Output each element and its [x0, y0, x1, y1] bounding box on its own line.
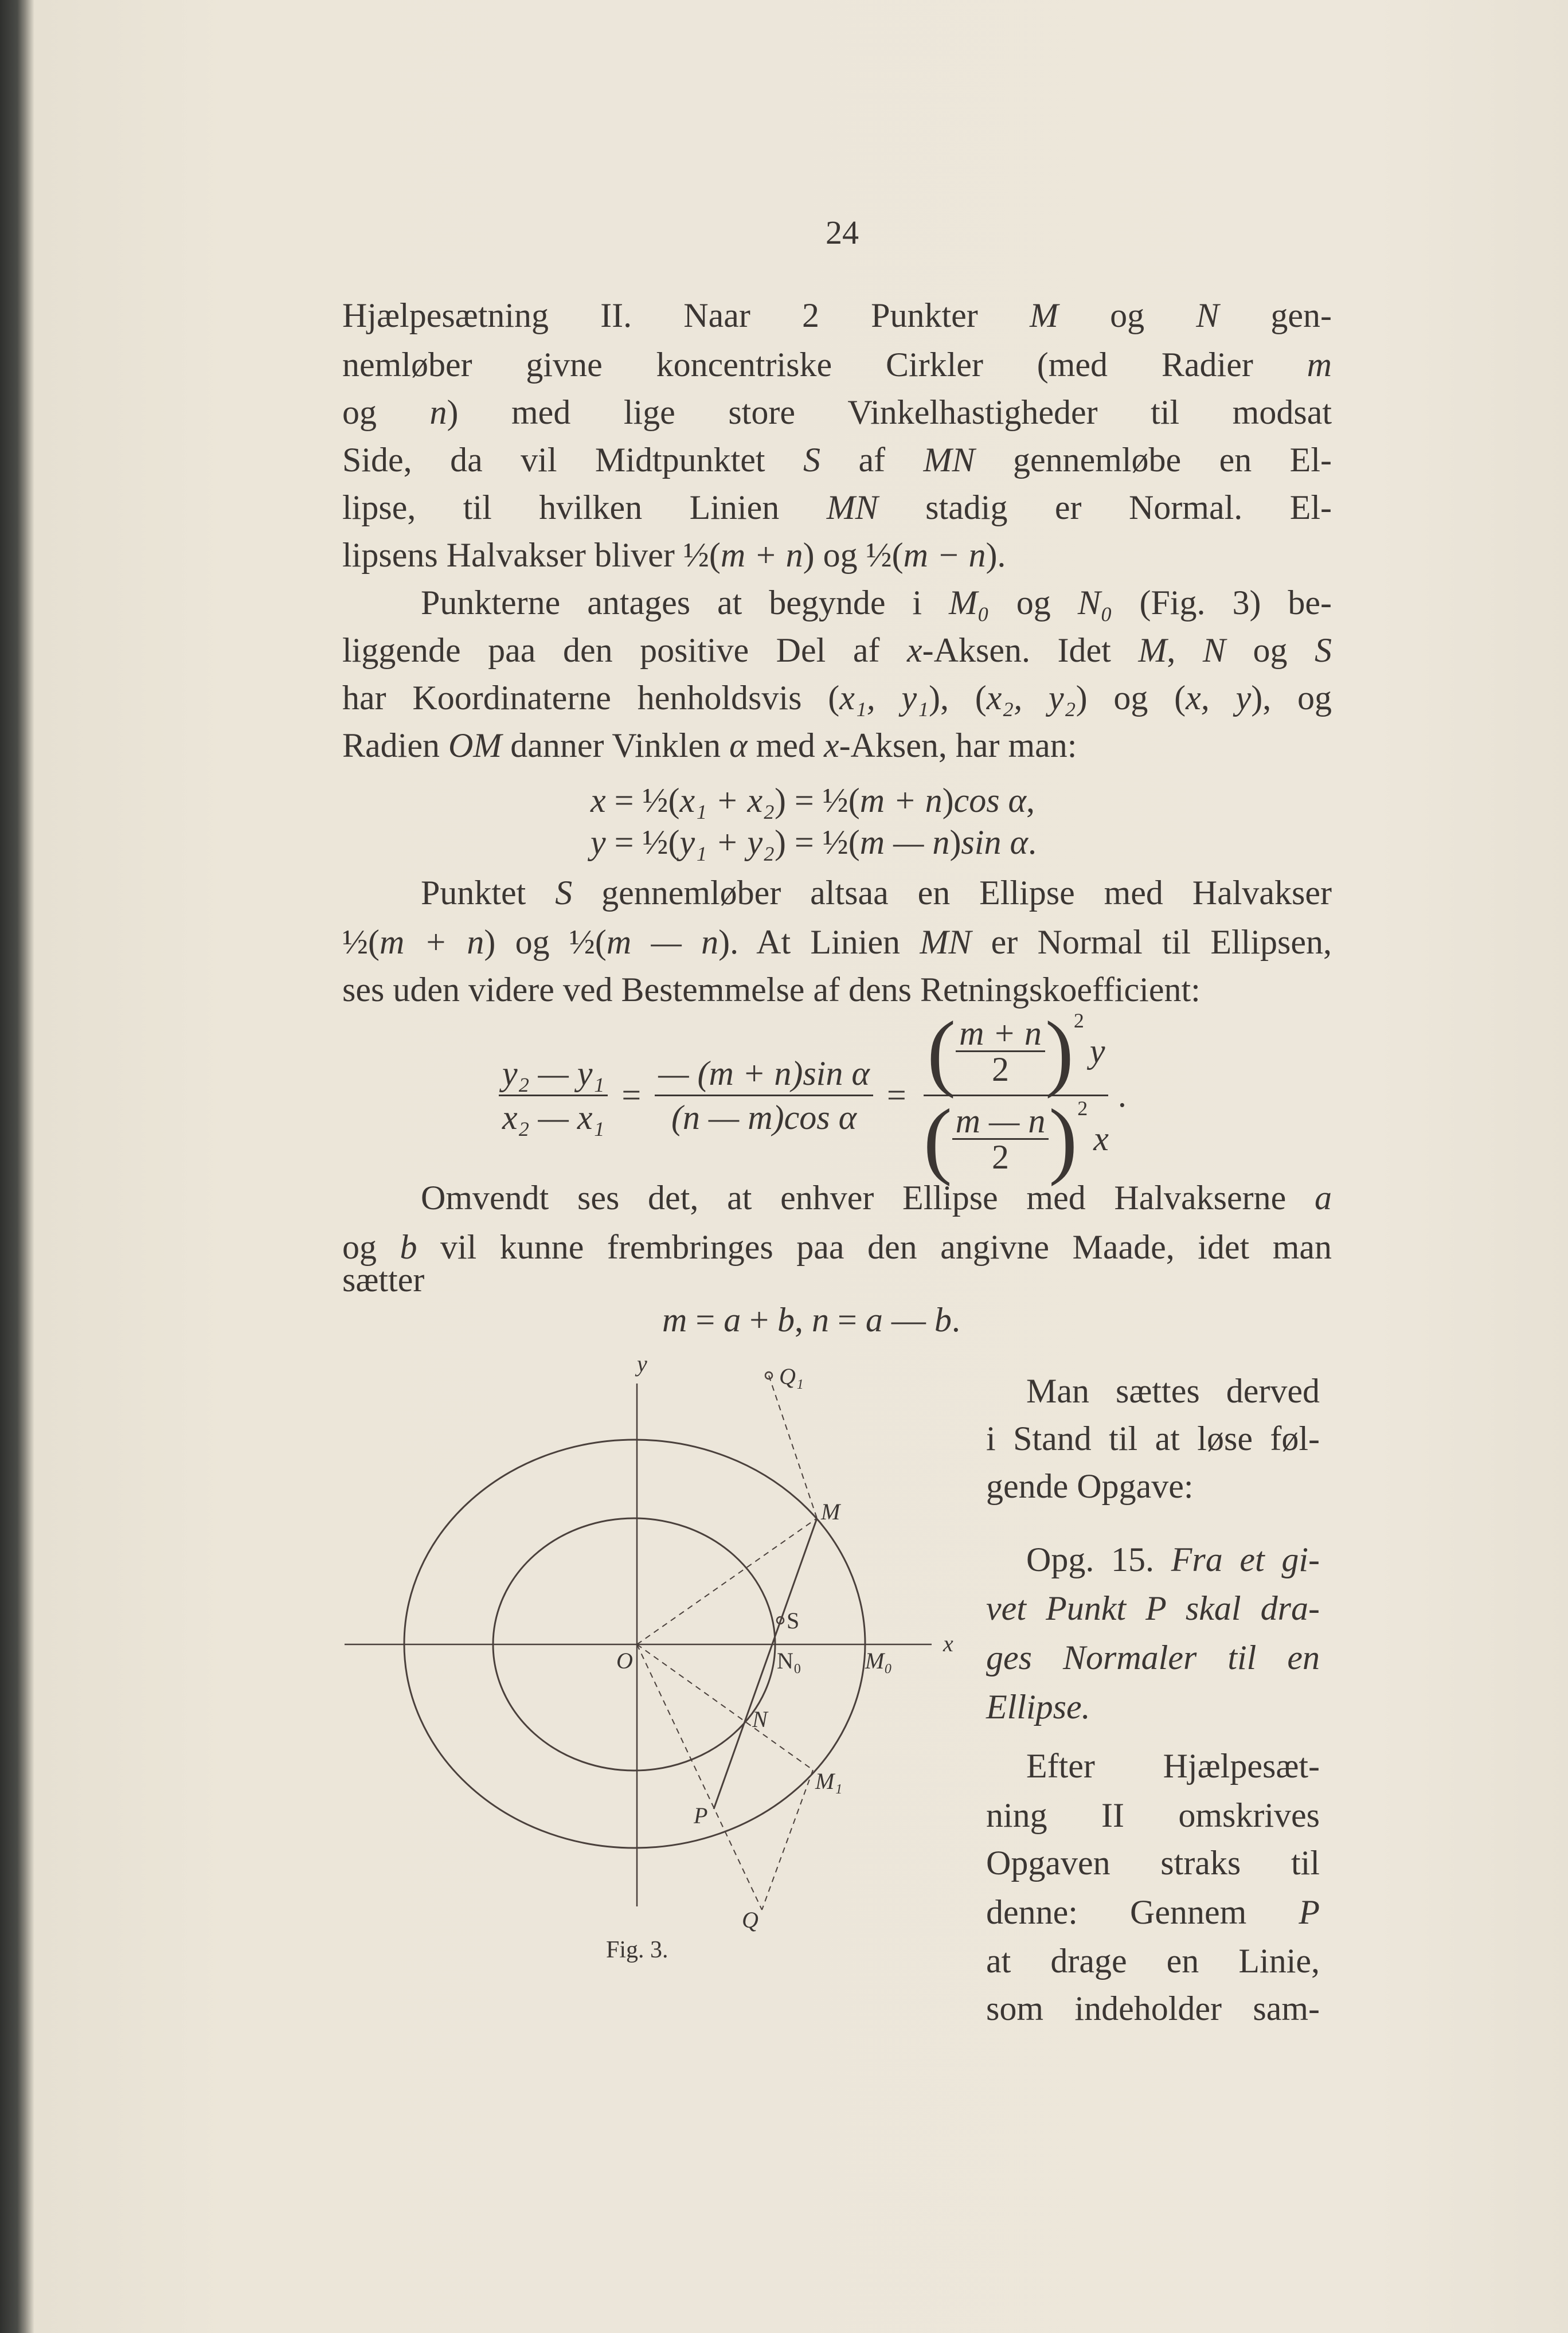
math-text: m + n [720, 536, 803, 574]
text: ½( [342, 923, 380, 961]
paren: ) [1045, 1003, 1074, 1099]
text: Opgaven straks til [986, 1844, 1320, 1882]
label-Q: Q [742, 1907, 758, 1933]
text: Punkterne antages at begynde i [421, 584, 949, 622]
text: er Normal til Ellipsen, [971, 923, 1332, 961]
label-y: y [637, 1351, 647, 1377]
text: , [795, 1301, 812, 1339]
label-N: N [752, 1706, 768, 1732]
math-text: M₀ [949, 584, 990, 622]
label-S: S [787, 1608, 800, 1634]
page-number: 24 [826, 214, 859, 251]
text: har Koordinaterne henholdsvis ( [342, 679, 840, 717]
math-text: x₂, y₂ [986, 679, 1076, 717]
label-M: M [821, 1499, 840, 1525]
numerator: y₂ — y₁ [499, 1052, 608, 1096]
label-N0: N₀ [777, 1648, 801, 1674]
math-text: x, y [1186, 679, 1252, 717]
text: Hjælpesætning II. Naar 2 Punkter [342, 296, 1030, 334]
text: nemløber givne koncentriske Cirkler (med Radier [342, 346, 1307, 384]
math-text: Fra et gi- [1171, 1541, 1320, 1578]
text: , [1026, 781, 1035, 819]
label-P: P [694, 1803, 708, 1828]
text: og [989, 584, 1078, 622]
math-text: MN [923, 441, 975, 479]
numerator: m — n [952, 1104, 1049, 1140]
equals-sign: = [886, 1076, 906, 1114]
variable: y [1089, 1032, 1105, 1070]
math-text: Ellipse. [986, 1688, 1090, 1726]
math-text: vet Punkt P skal dra- [986, 1589, 1320, 1627]
text: Efter Hjælpesæt- [1026, 1747, 1320, 1785]
math-text: a [724, 1301, 741, 1339]
numerator: — (m + n)sin α [655, 1052, 873, 1096]
text: ) = ½( [774, 781, 860, 819]
math-text: α [729, 726, 748, 764]
equals-sign: = [621, 1076, 642, 1114]
dashed-Q1-M [769, 1375, 817, 1518]
text: at drage en Linie, [986, 1942, 1320, 1980]
text: gen- [1219, 296, 1332, 334]
math-text: m [662, 1301, 687, 1339]
math-text: N [1202, 631, 1226, 669]
math-text: M [1138, 631, 1167, 669]
math-text: b [777, 1301, 795, 1339]
math-text: m + n [859, 781, 943, 819]
math-text: y [591, 823, 606, 861]
label-Q1: Q₁ [779, 1363, 804, 1389]
math-text: sin α [961, 823, 1028, 861]
figure-caption: Fig. 3. [606, 1937, 668, 1963]
text: = ½( [605, 781, 680, 819]
text: Side, da vil Midtpunktet [342, 441, 804, 479]
math-text: OM [448, 726, 502, 764]
math-text: x₁ + x₂ [679, 781, 775, 819]
denominator: x₂ — x₁ [502, 1098, 605, 1136]
text: = [829, 1301, 866, 1339]
text: stadig er Normal. El- [878, 489, 1332, 526]
text: af [820, 441, 924, 479]
math-text: S [555, 874, 573, 912]
text: denne: Gennem [986, 1893, 1299, 1931]
math-text: y₁ + y₂ [679, 823, 775, 861]
math-text: N [1196, 296, 1219, 334]
dashed-M1-Q [762, 1770, 813, 1910]
text: danner Vinklen [502, 726, 730, 764]
text: , [1167, 631, 1203, 669]
text: vil kunne frembringes paa den angivne Maade, idet man [417, 1228, 1332, 1266]
math-text: a [1315, 1179, 1332, 1217]
math-text: m — n [859, 823, 950, 861]
text: gennemløbe en El- [975, 441, 1332, 479]
text: — [882, 1301, 934, 1339]
period: . [1117, 1076, 1127, 1114]
paren: ) [1049, 1091, 1078, 1187]
text: lipsens Halvakser bliver ½( [342, 536, 721, 574]
text: og [1058, 296, 1196, 334]
text: (Fig. 3) be- [1112, 584, 1332, 622]
math-text: S [803, 441, 821, 479]
text: ) med lige store Vinkelhastigheder til modsat [447, 393, 1332, 431]
text: Opg. 15. [1026, 1541, 1171, 1578]
text: ) = ½( [774, 823, 860, 861]
paren: ( [923, 1091, 952, 1187]
line-MP [714, 1518, 817, 1809]
variable: x [1093, 1120, 1109, 1158]
denominator: 2 [991, 1050, 1009, 1088]
text: med [747, 726, 824, 764]
text: ) og ½( [484, 923, 607, 961]
paren: ( [927, 1003, 956, 1099]
label-x: x [943, 1631, 953, 1656]
math-text: m + n [379, 923, 484, 961]
math-text: m — n [606, 923, 719, 961]
math-text: M [1029, 296, 1058, 334]
text: ) og ½( [803, 536, 904, 574]
text: Man sættes derved [1026, 1372, 1320, 1410]
math-text: x [907, 631, 922, 669]
text: ning II omskrives [986, 1796, 1320, 1834]
label-M1: M₁ [815, 1768, 843, 1794]
text: ). [986, 536, 1006, 574]
numerator: m + n [956, 1016, 1045, 1052]
text: lipse, til hvilken Linien [342, 489, 827, 526]
math-text: n [429, 393, 447, 431]
math-text: m [1307, 346, 1332, 384]
text: liggende paa den positive Del af [342, 631, 908, 669]
text: som indeholder sam- [986, 1990, 1320, 2027]
text: ) [942, 781, 954, 819]
text: og [1225, 631, 1315, 669]
label-O: O [616, 1648, 633, 1674]
text: . [1027, 823, 1037, 861]
math-text: b [400, 1228, 417, 1266]
math-text: MN [920, 923, 972, 961]
dashed-O-Q [637, 1644, 762, 1910]
denominator: 2 [991, 1138, 1009, 1176]
math-text: S [1315, 631, 1332, 669]
text: ). At Linien [718, 923, 920, 961]
text: Radien [342, 726, 448, 764]
text: = ½( [605, 823, 680, 861]
math-text: x₁, y₁ [839, 679, 929, 717]
text: ses uden videre ved Bestemmelse af dens Retningskoefficient: [342, 971, 1201, 1009]
math-text: MN [826, 489, 878, 526]
text: i Stand til at løse føl- [986, 1420, 1320, 1457]
text: . [951, 1301, 960, 1339]
exponent: 2 [1073, 1009, 1084, 1032]
math-text: N₀ [1077, 584, 1113, 622]
math-text: ges Normaler til en [986, 1639, 1320, 1677]
math-text: cos α [953, 781, 1027, 819]
math-text: n [812, 1301, 830, 1339]
text: ), ( [929, 679, 987, 717]
label-M0: M₀ [865, 1648, 893, 1674]
math-text: b [934, 1301, 952, 1339]
text: Omvendt ses det, at enhver Ellipse med Halvakserne [421, 1179, 1315, 1217]
text: sætter [342, 1261, 425, 1299]
denominator: (n — m)cos α [671, 1098, 857, 1136]
text: og [342, 393, 430, 431]
text: gennemløber altsaa en Ellipse med Halvakser [572, 874, 1332, 912]
text: ), og [1251, 679, 1332, 717]
text: = [687, 1301, 724, 1339]
text: gende Opgave: [986, 1467, 1194, 1505]
text: Punktet [421, 874, 556, 912]
math-text: x [823, 726, 839, 764]
exponent: 2 [1077, 1096, 1088, 1120]
math-text: P [1299, 1893, 1320, 1931]
text: -Aksen, har man: [839, 726, 1077, 764]
math-text: m − n [903, 536, 986, 574]
text: ) [949, 823, 961, 861]
math-text: x [591, 781, 606, 819]
math-text: a [865, 1301, 883, 1339]
text: og [342, 1228, 400, 1266]
text: ) og ( [1076, 679, 1186, 717]
text: -Aksen. Idet [922, 631, 1139, 669]
text: + [741, 1301, 778, 1339]
